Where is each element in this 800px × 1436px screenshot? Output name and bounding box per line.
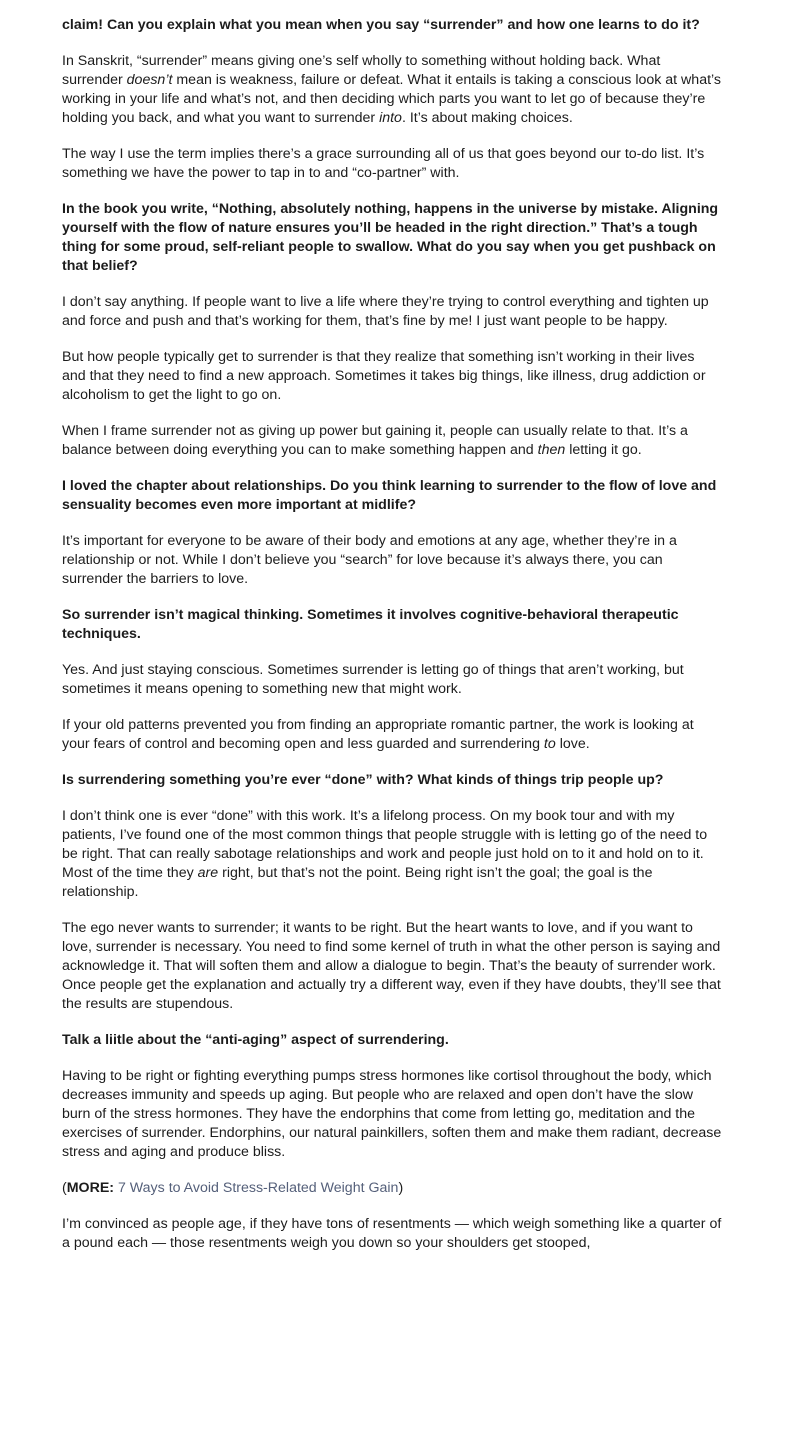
interview-answer	[62, 1067, 722, 1162]
text-run: Talk a liitle about the “anti-aging” aspect of surrendering.	[62, 1032, 449, 1048]
interview-answer	[62, 1215, 722, 1253]
interview-answer	[62, 422, 722, 460]
interview-answer	[62, 532, 722, 589]
text-run: Is surrendering something you’re ever “done” with? What kinds of things trip people up?	[62, 772, 664, 788]
interview-answer	[62, 919, 722, 1014]
text-run: If your old patterns prevented you from finding an appropriate romantic partner, the work is looking at your fears of control and becoming open and less guarded and surrendering	[62, 717, 694, 752]
text-run: love.	[555, 736, 590, 752]
promo-label: MORE:	[66, 1180, 115, 1196]
promo-close-paren: )	[398, 1180, 404, 1196]
related-article-promo	[62, 1179, 722, 1198]
interview-answer	[62, 807, 722, 902]
emphasized-text: are	[197, 865, 219, 881]
interview-question	[62, 200, 722, 276]
article-body	[62, 16, 722, 1270]
interview-answer	[62, 145, 722, 183]
text-run: It’s important for everyone to be aware of their body and emotions at any age, whether they’re in a relationship or not. While I don’t believe you “search” for love because it’s always there, you can surrender the barriers to love.	[62, 533, 677, 587]
text-run: I’m convinced as people age, if they have tons of resentments — which weigh something like a quarter of a pound each — those resentments weigh you down so your shoulders get stooped,	[62, 1216, 722, 1251]
interview-answer	[62, 52, 722, 128]
interview-question	[62, 16, 722, 35]
interview-question	[62, 477, 722, 515]
text-run: The ego never wants to surrender; it wants to be right. But the heart wants to love, and if you want to love, surrender is necessary. You need to find some kernel of truth in what the other person is saying and acknowledge it. That will soften them and allow a dialogue to begin. That’s the beauty of surrender work. Once people get the explanation and actually try a different way, even if they have doubts, they’ll see that the results are stupendous.	[62, 920, 721, 1012]
text-run: In Sanskrit, “surrender” means giving one’s self wholly to something without holding back. What surrender	[62, 53, 661, 88]
emphasized-text: into	[379, 110, 402, 126]
text-run: But how people typically get to surrender is that they realize that something isn’t working in their lives and that they need to find a new approach. Sometimes it takes big things, like illness, drug addiction or alcoholism to get the light to go on.	[62, 349, 706, 403]
text-run: In the book you write, “Nothing, absolutely nothing, happens in the universe by mistake. Aligning yourself with the flow of nature ensures you’ll be headed in the right direction.” That’s a tough thing for some proud, self-reliant people to swallow. What do you say when you get pushback on that belief?	[62, 201, 719, 274]
interview-answer	[62, 661, 722, 699]
text-run: letting it go.	[565, 442, 642, 458]
text-run: Yes. And just staying conscious. Sometimes surrender is letting go of things that aren’t working, but sometimes it means opening to something new that might work.	[62, 662, 684, 697]
text-run: I don’t think one is ever “done” with this work. It’s a lifelong process. On my book tour and with my patients, I’ve found one of the most common things that people struggle with is letting go of the need to be right. That can really sabotage relationships and work and people just hold on to it and hold on to it. Most of the time they	[62, 808, 708, 881]
interview-question	[62, 771, 722, 790]
text-run: claim! Can you explain what you mean when you say “surrender” and how one learns to do it?	[62, 17, 700, 33]
text-run: . It’s about making choices.	[401, 110, 573, 126]
interview-question	[62, 606, 722, 644]
text-run: right, but that’s not the point. Being right isn’t the goal; the goal is the relationship.	[62, 865, 653, 900]
related-article-link[interactable]: 7 Ways to Avoid Stress-Related Weight Gain	[114, 1180, 399, 1196]
promo-open-paren: (	[62, 1180, 67, 1196]
interview-answer	[62, 293, 722, 331]
text-run: So surrender isn’t magical thinking. Sometimes it involves cognitive-behavioral therapeutic techniques.	[62, 607, 679, 642]
emphasized-text: then	[537, 442, 566, 458]
emphasized-text: doesn’t	[126, 72, 173, 88]
text-run: mean is weakness, failure or defeat. What it entails is taking a conscious look at what’s working in your life and what’s not, and then deciding which parts you want to let go of because they’re holding you back, and what you want to surrender	[62, 72, 722, 126]
text-run: When I frame surrender not as giving up power but gaining it, people can usually relate to that. It’s a balance between doing everything you can to make something happen and	[62, 423, 688, 458]
text-run: The way I use the term implies there’s a grace surrounding all of us that goes beyond our to-do list. It’s something we have the power to tap in to and “co-partner” with.	[62, 146, 705, 181]
interview-answer	[62, 348, 722, 405]
emphasized-text: to	[543, 736, 556, 752]
text-run: I don’t say anything. If people want to live a life where they’re trying to control everything and tighten up and force and push and that’s working for them, that’s fine by me! I just want people to be happy.	[62, 294, 709, 329]
text-run: I loved the chapter about relationships. Do you think learning to surrender to the flow of love and sensuality becomes even more important at midlife?	[62, 478, 717, 513]
text-run: Having to be right or fighting everything pumps stress hormones like cortisol throughout the body, which decreases immunity and speeds up aging. But people who are relaxed and open don’t have the slow burn of the stress hormones. They have the endorphins that come from letting go, meditation and the exercises of surrender. Endorphins, our natural painkillers, soften them and make them radiant, decrease stress and aging and produce bliss.	[62, 1068, 722, 1160]
interview-question	[62, 1031, 722, 1050]
interview-answer	[62, 716, 722, 754]
